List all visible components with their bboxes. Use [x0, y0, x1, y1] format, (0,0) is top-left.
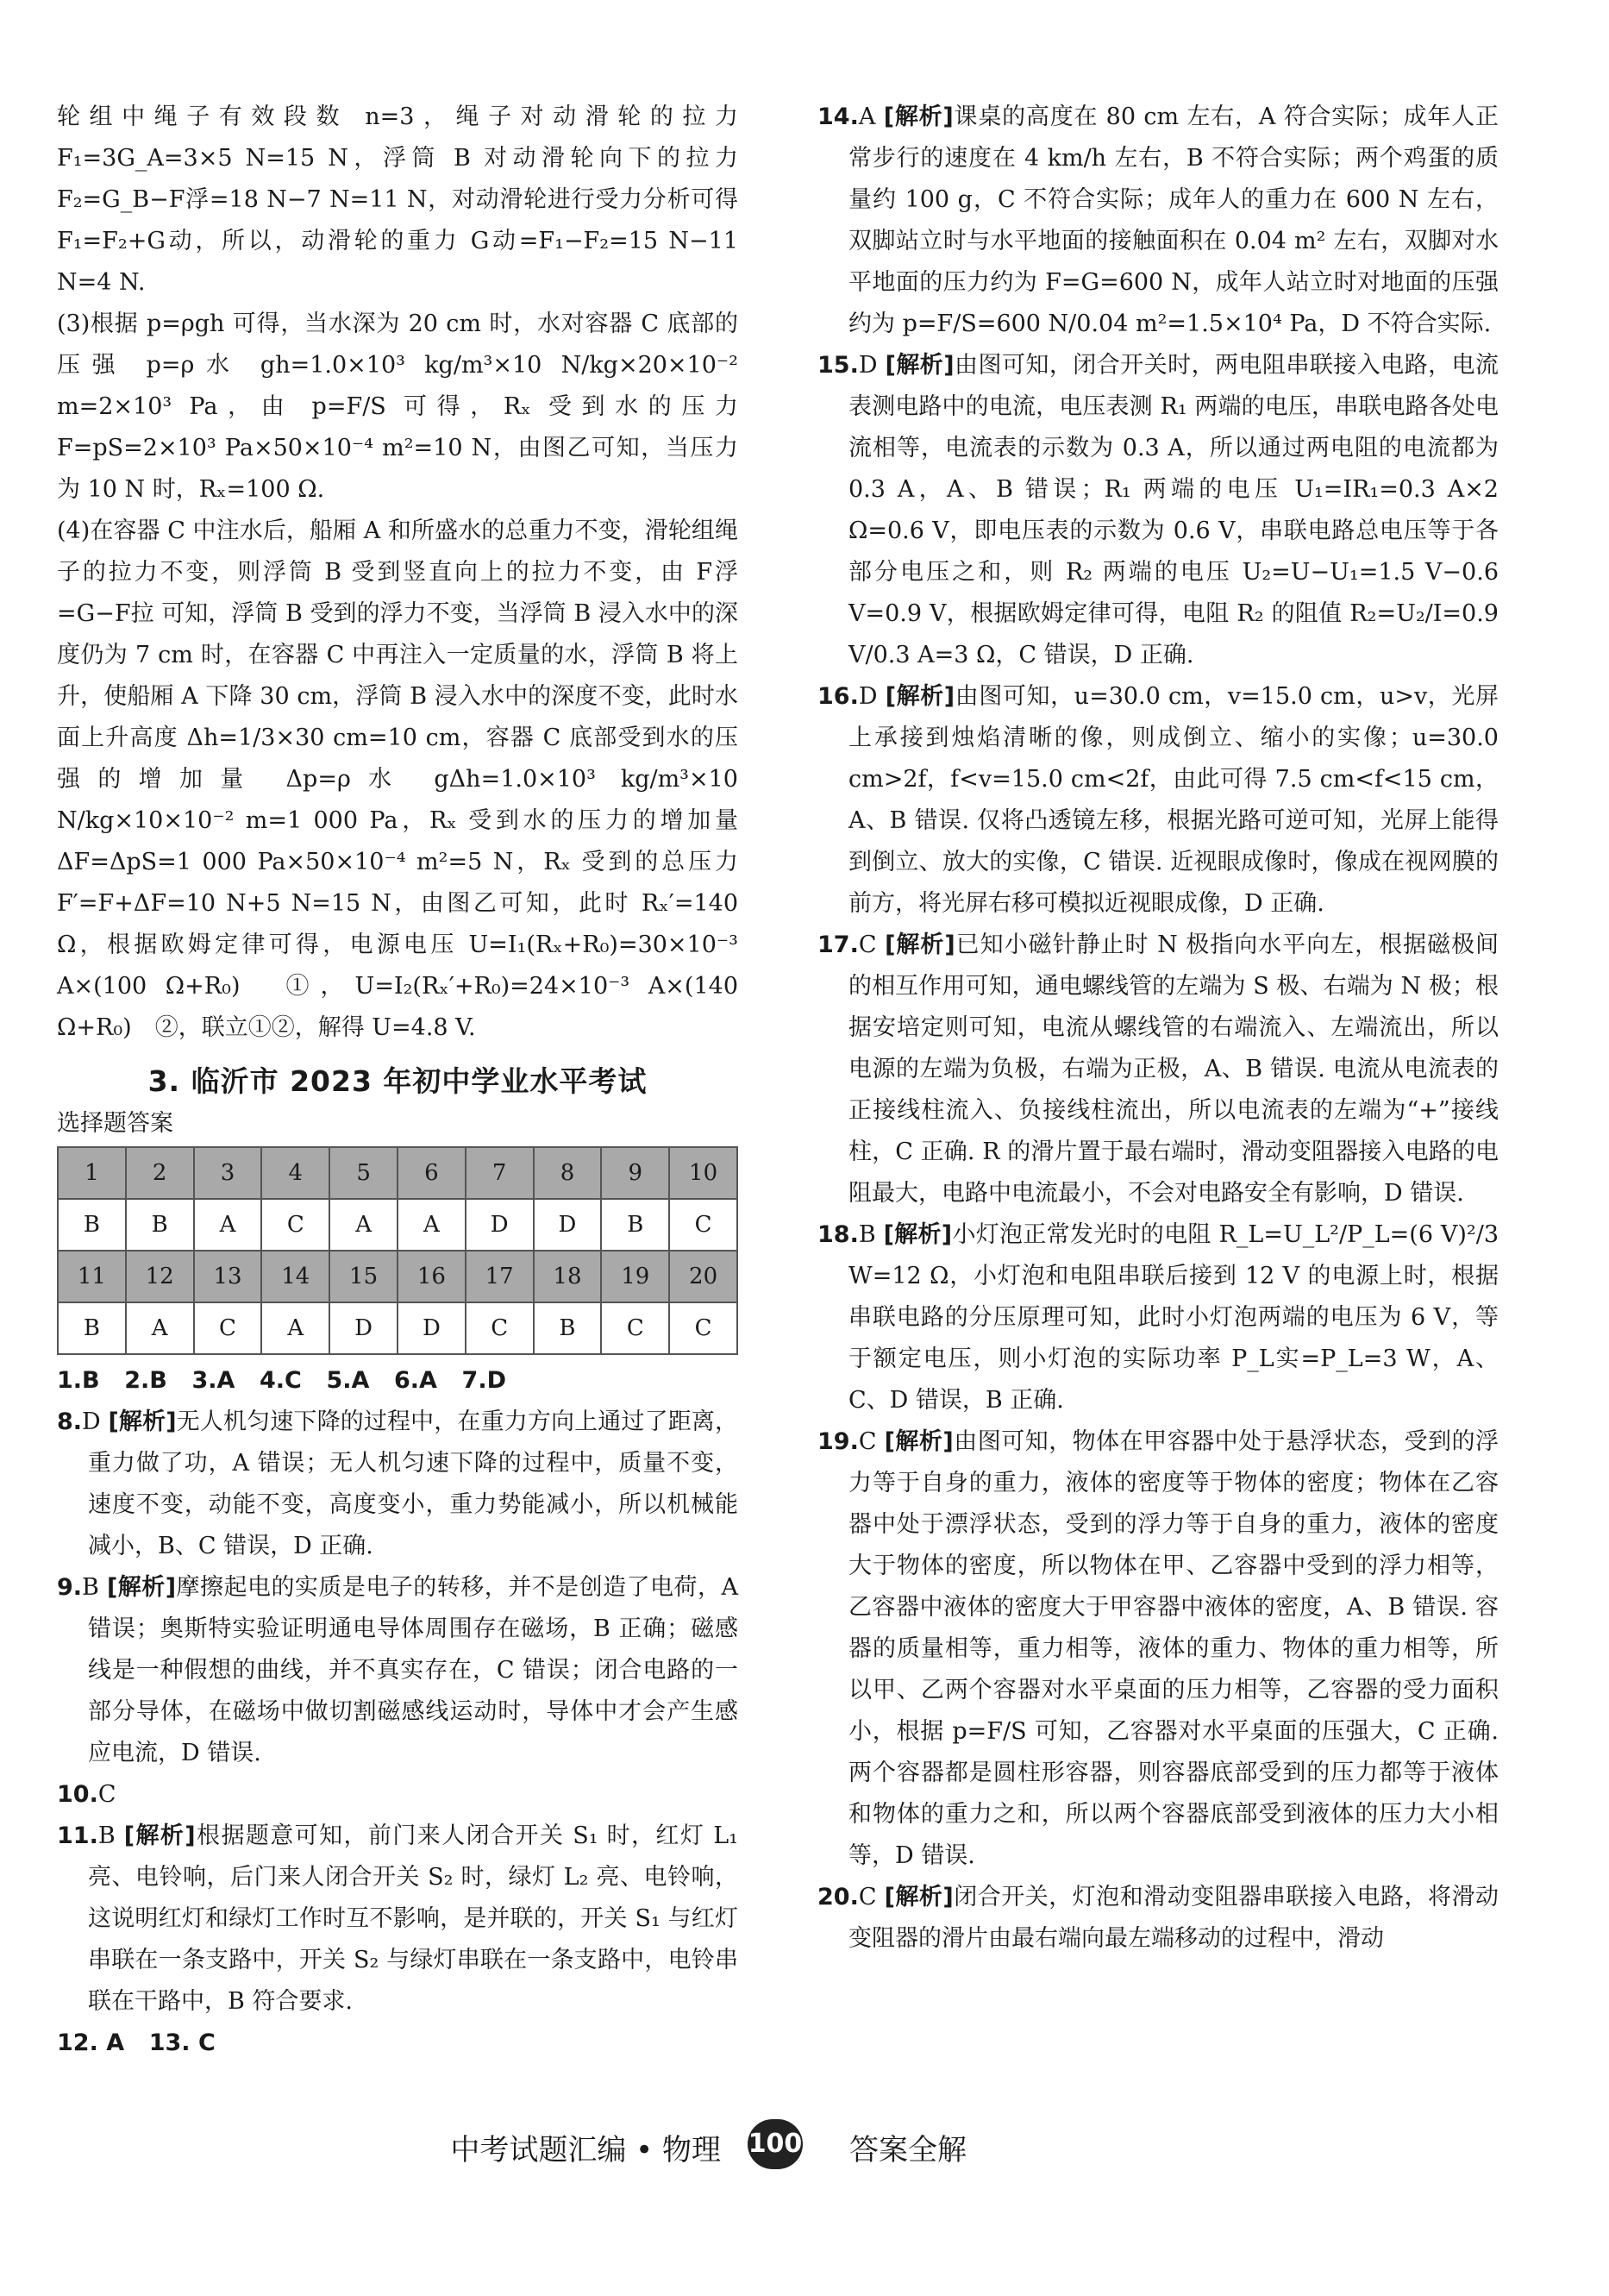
table-cell: C	[261, 1199, 329, 1251]
right-column	[817, 97, 1499, 1960]
item-answer: B	[97, 1822, 116, 1849]
table-cell: 4	[261, 1147, 329, 1199]
item-answer: C	[97, 1781, 116, 1808]
table-cell: 6	[398, 1147, 466, 1199]
table-cell: 7	[466, 1147, 534, 1199]
item-answer: C	[858, 1884, 877, 1910]
item-text: 由图可知，物体在甲容器中处于悬浮状态，受到的浮力等于自身的重力，液体的密度等于物体的密度；物体在乙容器中处于漂浮状态，受到的浮力等于自身的重力，液体的密度大于物体的密度，所以物体在甲、乙容器中受到的浮力相等，乙容器中液体的密度大于甲容器中液体的密度，A、B 错误. 容器的质量相等，重力相等，液体的重力、物体的重力相等，所以甲、乙两个容器对水平桌面的压力相等，乙容器的受力面积小，根据 p=F/S 可知，乙容器对水平桌面的压强大，C 正确. 两个容器都是圆柱形容器，则容器底部受到的压力都等于液体和物体的重力之和，所以两个容器底部受到液体的压力大小相等，D 错误.	[848, 1428, 1499, 1869]
paragraph: 轮组中绳子有效段数 n=3，绳子对动滑轮的拉力 F₁=3G_A=3×5 N=15 N，浮筒 B 对动滑轮向下的拉力 F₂=G_B−F浮=18 N−7 N=11 N，对动滑轮进行受力分析可得 F₁=F₂+G动，所以，动滑轮的重力 G动=F₁−F₂=15 N−11 N=4 N.	[57, 104, 738, 296]
item-text: 根据题意可知，前门来人闭合开关 S₁ 时，红灯 L₁ 亮、电铃响，后门来人闭合开关 S₂ 时，绿灯 L₂ 亮、电铃响，这说明红灯和绿灯工作时互不影响，是并联的，开关 S₁ 与红灯串联在一条支路中，开关 S₂ 与绿灯串联在一条支路中，电铃串联在干路中，B 符合要求.	[88, 1822, 738, 2015]
answer-item	[57, 1402, 738, 1567]
item-number: 15.	[817, 352, 859, 379]
answer-item	[817, 1877, 1499, 1960]
item-answer: C	[858, 1428, 877, 1455]
table-cell: A	[329, 1199, 398, 1251]
item-number: 17.	[817, 932, 859, 958]
item-number: 16.	[817, 683, 859, 710]
item-number: 8.	[57, 1408, 83, 1435]
section-title: 3. 临沂市 2023 年初中学业水平考试	[147, 1064, 648, 1098]
table-cell: 15	[329, 1251, 398, 1302]
table-row	[58, 1251, 737, 1302]
short-answer: 12. A	[57, 2029, 125, 2056]
analysis-tag: [解析]	[884, 1884, 954, 1910]
analysis-tag: [解析]	[883, 104, 954, 130]
short-answer: 4.C	[259, 1367, 302, 1394]
answer-table	[57, 1146, 738, 1355]
table-cell: 19	[601, 1251, 669, 1302]
analysis-tag: [解析]	[106, 1574, 177, 1601]
table-cell: B	[126, 1199, 194, 1251]
table-cell: 5	[329, 1147, 398, 1199]
short-answer: 5.A	[326, 1367, 370, 1394]
item-text: 由图可知，u=30.0 cm，v=15.0 cm，u>v，光屏上承接到烛焰清晰的像，则成倒立、缩小的实像；u=30.0 cm>2f，f<v=15.0 cm<2f，由此可得 7.5 cm<f<15 cm，A、B 错误. 仅将凸透镜左移，根据光路可逆可知，光屏上能得到倒立、放大的实像，C 错误. 近视眼成像时，像成在视网膜的前方，将光屏右移可模拟近视眼成像，D 正确.	[848, 683, 1499, 917]
answer-item	[817, 925, 1499, 1214]
table-cell: B	[58, 1199, 126, 1251]
item-number: 10.	[57, 1781, 98, 1808]
table-cell: 1	[58, 1147, 126, 1199]
footer-subtitle: 答案全解	[849, 2133, 967, 2167]
item-text: 课桌的高度在 80 cm 左右，A 符合实际；成年人正常步行的速度在 4 km/h 左右，B 不符合实际；两个鸡蛋的质量约 100 g，C 不符合实际；成年人的重力在 600 N 左右，双脚站立时与水平地面的接触面积在 0.04 m² 左右，双脚对水平地面的压力约为 F=G=600 N，成年人站立时对地面的压强约为 p=F/S=600 N/0.04 m²=1.5×10⁴ Pa，D 不符合实际.	[848, 104, 1499, 337]
item-number: 14.	[817, 104, 859, 130]
item-text: 摩擦起电的实质是电子的转移，并不是创造了电荷，A 错误；奥斯特实验证明通电导体周围存在磁场，B 正确；磁感线是一种假想的曲线，并不真实存在，C 错误；闭合电路的一部分导体，在磁场中做切割磁感线运动时，导体中才会产生感应电流，D 错误.	[88, 1574, 738, 1766]
item-answer: D	[858, 352, 878, 379]
short-answer: 1.B	[57, 1367, 100, 1394]
answer-item	[817, 97, 1499, 345]
short-answer: 7.D	[461, 1367, 506, 1394]
table-cell: 17	[466, 1251, 534, 1302]
table-cell: A	[126, 1302, 194, 1354]
answer-item	[817, 345, 1499, 676]
short-answer: 6.A	[393, 1367, 437, 1394]
table-cell: D	[329, 1302, 398, 1354]
table-cell: 3	[194, 1147, 262, 1199]
answer-item	[57, 1816, 738, 2023]
table-cell: 14	[261, 1251, 329, 1302]
analysis-tag: [解析]	[885, 932, 955, 958]
item-answer: A	[858, 104, 876, 130]
analysis-tag: [解析]	[884, 1428, 954, 1455]
item-answer: B	[82, 1574, 99, 1601]
answer-item	[817, 1214, 1499, 1421]
item-text: 已知小磁针静止时 N 极指向水平向左，根据磁极间的相互作用可知，通电螺线管的左端为 S 极、右端为 N 极；根据安培定则可知，电流从螺线管的右端流入、左端流出，所以电源的左端为负极，右端为正极，A、B 错误. 电流从电流表的正接线柱流入、负接线柱流出，所以电流表的左端为“+”接线柱，C 正确. R 的滑片置于最右端时，滑动变阻器接入电路的电阻最大，电路中电流最小，不会对电路安全有影响，D 错误.	[848, 932, 1499, 1207]
table-cell: 12	[126, 1251, 194, 1302]
table-cell: D	[466, 1199, 534, 1251]
paragraph: (4)在容器 C 中注水后，船厢 A 和所盛水的总重力不变，滑轮组绳子的拉力不变，则浮筒 B 受到竖直向上的拉力不变，由 F浮=G−F拉 可知，浮筒 B 受到的浮力不变，当浮筒 B 浸入水中的深度仍为 7 cm 时，在容器 C 中再注入一定质量的水，浮筒 B 将上升，使船厢 A 下降 30 cm，浮筒 B 浸入水中的深度不变，此时水面上升高度 Δh=1/3×30 cm=10 cm，容器 C 底部受到水的压强的增加量 Δp=ρ水 gΔh=1.0×10³ kg/m³×10 N/kg×10×10⁻² m=1 000 Pa，Rₓ 受到水的压力的增加量 ΔF=ΔpS=1 000 Pa×50×10⁻⁴ m²=5 N，Rₓ 受到的总压力 F′=F+ΔF=10 N+5 N=15 N，由图乙可知，此时 Rₓ′=140 Ω，根据欧姆定律可得，电源电压 U=I₁(Rₓ+R₀)=30×10⁻³ A×(100 Ω+R₀) ①，U=I₂(Rₓ′+R₀)=24×10⁻³ A×(140 Ω+R₀) ②，联立①②，解得 U=4.8 V.	[57, 518, 738, 1041]
table-row	[58, 1199, 737, 1251]
table-cell: 8	[534, 1147, 602, 1199]
item-text: 由图可知，闭合开关时，两电阻串联接入电路，电流表测电路中的电流，电压表测 R₁ 两端的电压，串联电路各处电流相等，电流表的示数为 0.3 A，所以通过两电阻的电流都为 0.3 A，A、B 错误；R₁ 两端的电压 U₁=IR₁=0.3 A×2 Ω=0.6 V，即电压表的示数为 0.6 V，串联电路总电压等于各部分电压之和，则 R₂ 两端的电压 U₂=U−U₁=1.5 V−0.6 V=0.9 V，根据欧姆定律可得，电阻 R₂ 的阻值 R₂=U₂/I=0.9 V/0.3 A=3 Ω，C 错误，D 正确.	[848, 352, 1499, 668]
table-cell: A	[398, 1199, 466, 1251]
table-cell: 13	[194, 1251, 262, 1302]
short-answers	[57, 2023, 738, 2064]
item-number: 9.	[57, 1574, 83, 1601]
table-cell: C	[669, 1302, 737, 1354]
page-footer	[0, 2119, 1609, 2171]
table-cell: C	[194, 1302, 262, 1354]
analysis-tag: [解析]	[885, 352, 955, 379]
table-cell: A	[194, 1199, 262, 1251]
item-number: 19.	[817, 1428, 859, 1455]
table-cell: A	[261, 1302, 329, 1354]
analysis-tag: [解析]	[883, 1221, 953, 1248]
analysis-tag: [解析]	[108, 1408, 177, 1435]
item-text: 无人机匀速下降的过程中，在重力方向上通过了距离，重力做了功，A 错误；无人机匀速下降的过程中，质量不变，速度不变，动能不变，高度变小，重力势能减小，所以机械能减小，B、C 错误，D 正确.	[88, 1408, 739, 1559]
answer-item	[57, 1567, 738, 1774]
table-row	[58, 1147, 737, 1199]
table-cell: 11	[58, 1251, 126, 1302]
short-answers	[57, 1360, 738, 1402]
table-cell: 16	[398, 1251, 466, 1302]
table-cell: B	[601, 1199, 669, 1251]
item-text: 闭合开关，灯泡和滑动变阻器串联接入电路，将滑动变阻器的滑片由最右端向最左端移动的过程中，滑动	[848, 1884, 1499, 1952]
item-number: 18.	[817, 1221, 859, 1248]
table-cell: D	[398, 1302, 466, 1354]
analysis-tag: [解析]	[123, 1822, 196, 1849]
page-number: 100	[748, 2119, 803, 2169]
short-answer: 3.A	[191, 1367, 235, 1394]
left-column	[57, 97, 738, 2064]
item-answer: B	[858, 1221, 876, 1248]
short-answer: 13. C	[148, 2029, 216, 2056]
table-cell: 18	[534, 1251, 602, 1302]
item-answer: D	[82, 1408, 101, 1435]
table-cell: 2	[126, 1147, 194, 1199]
table-cell: B	[534, 1302, 602, 1354]
item-number: 20.	[817, 1884, 859, 1910]
analysis-tag: [解析]	[885, 683, 955, 710]
answer-item	[817, 676, 1499, 925]
answer-item	[817, 1421, 1499, 1877]
item-answer: D	[858, 683, 878, 710]
table-cell: C	[466, 1302, 534, 1354]
table-cell: 10	[669, 1147, 737, 1199]
paragraph: (3)根据 p=ρgh 可得，当水深为 20 cm 时，水对容器 C 底部的压强 p=ρ水 gh=1.0×10³ kg/m³×10 N/kg×20×10⁻² m=2×10³ Pa，由 p=F/S 可得，Rₓ 受到水的压力 F=pS=2×10³ Pa×50×10⁻⁴ m²=10 N，由图乙可知，当压力为 10 N 时，Rₓ=100 Ω.	[57, 311, 738, 503]
item-number: 11.	[57, 1822, 98, 1849]
table-cell: D	[534, 1199, 602, 1251]
item-answer: C	[858, 932, 877, 958]
short-answer: 2.B	[124, 1367, 167, 1394]
answer-label: 选择题答案	[57, 1110, 173, 1137]
table-cell: C	[669, 1199, 737, 1251]
table-cell: B	[58, 1302, 126, 1354]
table-row	[58, 1302, 737, 1354]
footer-book-title: 中考试题汇编 • 物理	[450, 2133, 721, 2167]
answer-item	[57, 1774, 738, 1816]
table-cell: 20	[669, 1251, 737, 1302]
table-cell: 9	[601, 1147, 669, 1199]
item-text: 小灯泡正常发光时的电阻 R_L=U_L²/P_L=(6 V)²/3 W=12 Ω，小灯泡和电阻串联后接到 12 V 的电源上时，根据串联电路的分压原理可知，此时小灯泡两端的电压为 6 V，等于额定电压，则小灯泡的实际功率 P_L实=P_L=3 W，A、C、D 错误，B 正确.	[848, 1221, 1499, 1414]
table-cell: C	[601, 1302, 669, 1354]
